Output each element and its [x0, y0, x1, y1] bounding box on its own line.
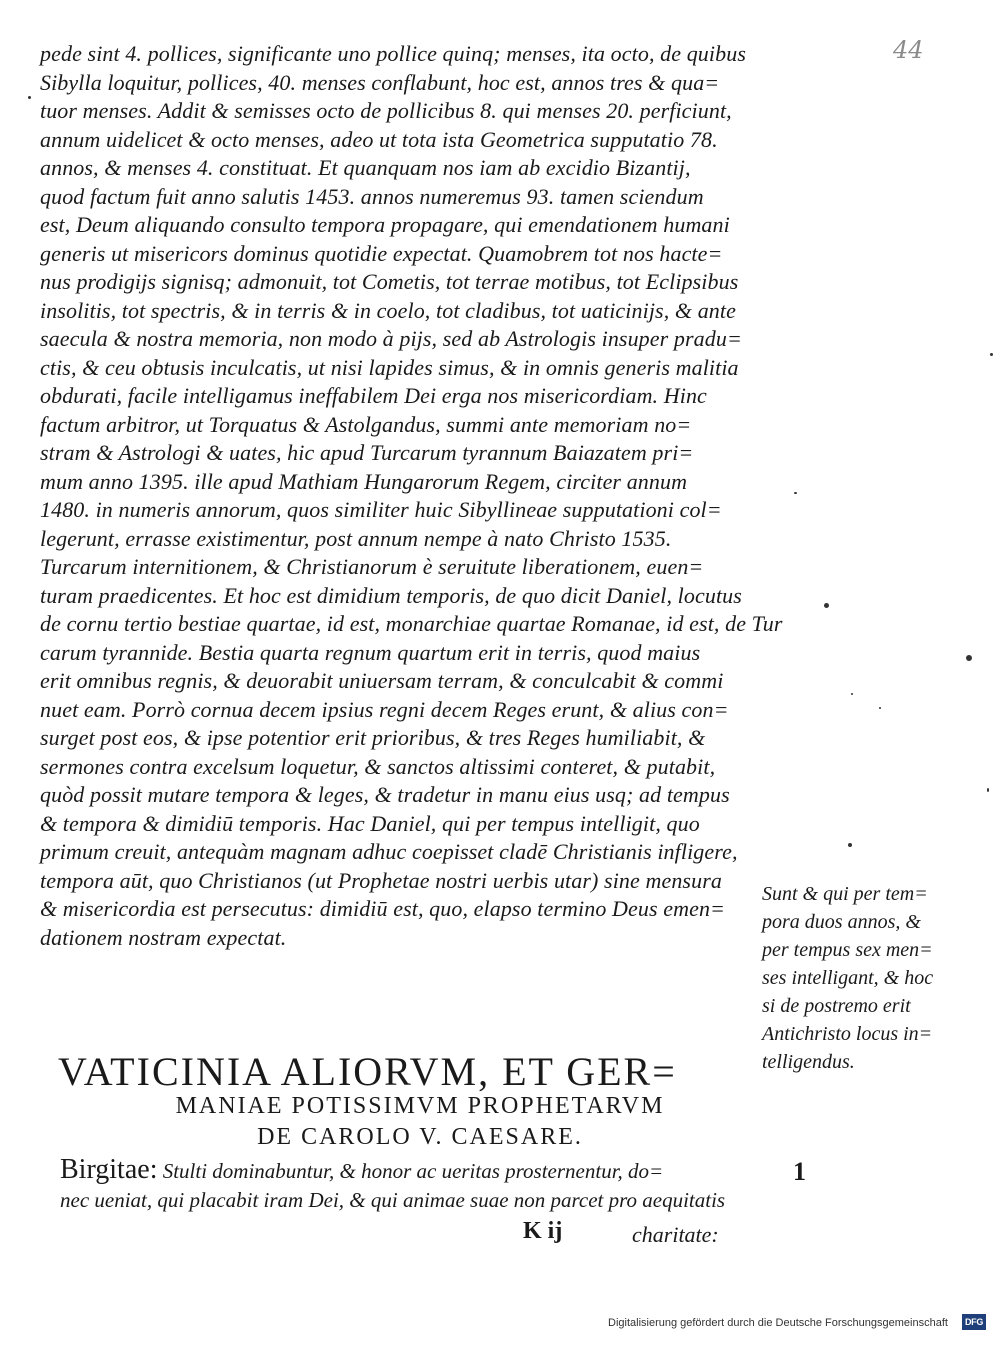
ink-speck — [851, 693, 853, 695]
section-heading-line-2: MANIAE POTISSIMVM PROPHETARVM — [175, 1093, 665, 1119]
birgitta-prophecy — [60, 1155, 780, 1215]
text-line: generis ut misericors dominus quotidie expectat. Quamobrem tot nos hacte= — [40, 240, 723, 266]
marginal-line: Antichristo locus in= — [762, 1023, 933, 1045]
marginal-line: pora duos annos, & — [762, 911, 921, 933]
prophet-name: Birgitae: — [60, 1154, 158, 1185]
marginal-number: 1 — [793, 1157, 806, 1186]
prophecy-line: nec ueniat, qui placabit iram Dei, & qui animae suae non parcet pro aequitatis — [60, 1188, 726, 1212]
text-line: saecula & nostra memoria, non modo à pijs, sed ab Astrologis insuper pradu= — [40, 326, 742, 351]
text-line: legerunt, errasse existimentur, post annum nempe à nato Christo 1535. — [40, 525, 672, 551]
ink-speck — [966, 655, 972, 661]
ink-speck — [848, 843, 852, 847]
marginal-line: ses intelligant, & hoc — [762, 967, 934, 989]
text-line: nuet eam. Porrò cornua decem ipsius regni decem Reges erunt, & alius con= — [40, 696, 729, 722]
text-line: mum anno 1395. ille apud Mathiam Hungarorum Regem, circiter annum — [40, 468, 688, 494]
text-line: dationem nostram expectat. — [40, 924, 287, 950]
ink-speck — [824, 603, 829, 608]
prophecy-line — [60, 1155, 780, 1185]
text-line: carum tyrannide. Bestia quarta regnum quartum erit in terris, quod maius — [40, 639, 701, 665]
folio-number: 44 — [893, 36, 924, 64]
text-line: nus prodigijs signisq; admonuit, tot Cometis, tot terrae motibus, tot Eclipsibus — [40, 269, 739, 294]
ink-speck — [879, 707, 881, 709]
text-line: & misericordia est persecutus: dimidiū est, quo, elapso termino Deus emen= — [40, 896, 726, 921]
text-line: est, Deum aliquando consulto tempora propagare, qui emendationem humani — [40, 212, 730, 237]
text-line: quod factum fuit anno salutis 1453. annos numeremus 93. tamen sciendum — [40, 183, 704, 209]
text-line: quòd possit mutare tempora & leges, & tradetur in manu eius usq; ad tempus — [40, 782, 730, 807]
text-line: turam praedicentes. Et hoc est dimidium temporis, de quo dicit Daniel, locutus — [40, 582, 742, 608]
marginal-line: telligendus. — [762, 1051, 855, 1073]
text-line: pede sint 4. pollices, significante uno pollice quinq; menses, ita octo, de quibus — [40, 41, 746, 66]
text-line: & tempora & dimidiū temporis. Hac Daniel, qui per tempus intelligit, quo — [40, 810, 700, 836]
text-line: obdurati, facile intelligamus ineffabilem Dei erga nos misericordiam. Hinc — [40, 383, 707, 408]
text-line: factum arbitror, ut Torquatus & Astolgandus, summi ante memoriam no= — [40, 411, 692, 437]
marginal-line: Sunt & qui per tem= — [762, 883, 928, 905]
text-line: ctis, & ceu obtusis inculcatis, ut nisi lapides simus, & in omnis generis malitia — [40, 354, 739, 380]
text-line: stram & Astrologi & uates, hic apud Turcarum tyrannum Baiazatem pri= — [40, 440, 694, 465]
dfg-logo: DFG — [962, 1314, 986, 1330]
section-heading-line-3: DE CAROLO V. CAESARE. — [257, 1124, 583, 1150]
text-line: tuor menses. Addit & semisses octo de pollicibus 8. qui menses 20. perficiunt, — [40, 98, 732, 123]
text-line: insolitis, tot spectris, & in terris & in coelo, tot cladibus, tot uaticinijs, & ante — [40, 297, 736, 323]
text-line: annos, & menses 4. constituat. Et quanquam nos iam ab excidio Bizantij, — [40, 155, 691, 180]
ink-speck — [987, 788, 989, 792]
text-line: tempora aūt, quo Christianos (ut Prophetae nostri uerbis utar) sine mensura — [40, 867, 722, 893]
section-heading-line-1: VATICINIA ALIORVM, ET GER= — [58, 1049, 677, 1094]
digitization-credit: Digitalisierung gefördert durch die Deutsche Forschungsgemeinschaft — [608, 1317, 948, 1329]
ink-speck — [990, 353, 993, 356]
signature-mark: K ij — [523, 1218, 563, 1244]
text-line: de cornu tertio bestiae quartae, id est, monarchiae quartae Romanae, id est, de Tur — [40, 611, 783, 636]
prophecy-text: Stulti dominabuntur, & honor ac ueritas prosternentur, do= — [157, 1159, 664, 1183]
catchword: charitate: — [632, 1222, 719, 1247]
text-line: erit omnibus regnis, & deuorabit uniuersam terram, & conculcabit & commi — [40, 668, 724, 693]
marginal-line: si de postremo erit — [762, 995, 911, 1017]
text-line: sermones contra excelsum loquetur, & sanctos altissimi conteret, & putabit, — [40, 753, 716, 779]
text-line: annum uidelicet & octo menses, adeo ut tota ista Geometrica supputatio 78. — [40, 126, 718, 152]
marginal-note — [762, 880, 962, 1076]
ink-speck — [28, 96, 31, 99]
marginal-line: per tempus sex men= — [762, 939, 933, 961]
text-line: Sibylla loquitur, pollices, 40. menses conflabunt, hoc est, annos tres & qua= — [40, 69, 720, 95]
text-line: primum creuit, antequàm magnam adhuc coepisset cladē Christianis infligere, — [40, 839, 738, 864]
text-line: surget post eos, & ipse potentior erit prioribus, & tres Reges humiliabit, & — [40, 725, 706, 750]
main-text-block — [40, 40, 783, 952]
text-line: 1480. in numeris annorum, quos similiter huic Sibyllineae supputationi col= — [40, 497, 722, 522]
text-line: Turcarum internitionem, & Christianorum è seruitute liberationem, euen= — [40, 554, 704, 579]
ink-speck — [794, 492, 797, 494]
